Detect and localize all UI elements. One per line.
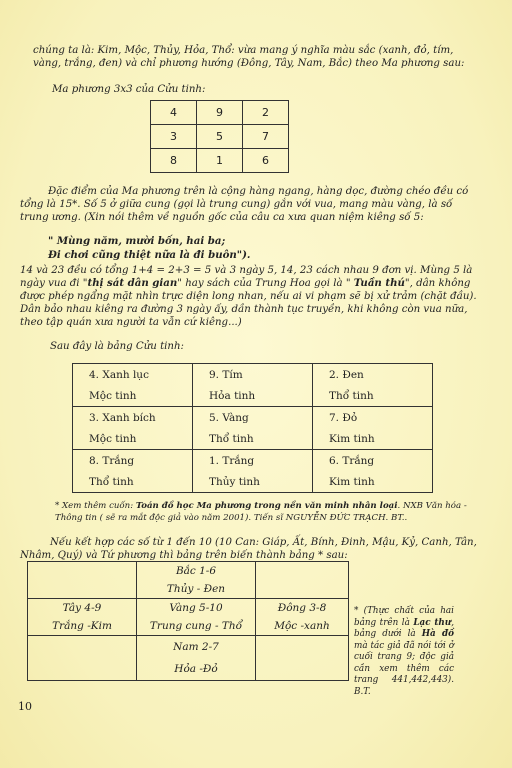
para-1: chúng ta là: Kim, Mộc, Thủy, Hỏa, Thổ: vừa mang ý nghĩa màu sắc (xanh, đỏ, tím, vàng, trắng, đen) và chỉ phương hướng (Đông, Tây, Nam, Bắc) theo Ma phương sau:	[33, 45, 465, 69]
ha-do-cell: Thủy - Đen	[137, 580, 256, 599]
magic-square-cell: 7	[243, 125, 289, 149]
nine-stars-cell: 7. Đỏ	[313, 407, 433, 429]
ha-do-cell	[256, 562, 349, 581]
para-3-e: ", dân không được phép ngẩng mặt nhìn trực diện long nhan, nếu ai vi phạm sẽ bị xử trảm (chặt đầu). Dân bảo nhau kiêng ra đường 3 ngày ấy, dần thành tục truyền, khi không còn vua nữa, theo tập quán xưa người ta vẫn cứ kiêng...)	[20, 278, 477, 328]
para-3-d: Tuần thú	[353, 277, 405, 289]
page-number: 10	[18, 700, 32, 713]
side-note-c: , bảng dưới là	[354, 617, 454, 639]
magic-square-cell: 8	[151, 149, 197, 173]
side-note-b: Lạc thư	[413, 617, 452, 628]
nine-stars-cell: Kim tinh	[313, 428, 433, 450]
footnote-1-b: Toán đồ học Ma phương trong nền văn minh nhân loại	[135, 501, 398, 511]
side-note	[354, 606, 454, 698]
ha-do-cell: Tây 4-9	[28, 599, 137, 618]
ha-do-cell	[28, 562, 137, 581]
nine-stars-cell: Thổ tinh	[193, 428, 313, 450]
footnote-1-a: * Xem thêm cuốn:	[55, 501, 136, 511]
magic-square-table	[150, 100, 289, 173]
para-3	[20, 264, 480, 329]
nine-stars-cell: Mộc tinh	[73, 428, 193, 450]
ha-do-cell: Trắng -Kim	[28, 617, 137, 636]
nine-stars-cell: Thổ tinh	[313, 385, 433, 407]
ha-do-cell: Vàng 5-10	[137, 599, 256, 618]
magic-square-cell: 1	[197, 149, 243, 173]
para-4: Nếu kết hợp các số từ 1 đến 10 (10 Can: Giáp, Ất, Bính, Đinh, Mậu, Kỷ, Canh, Tân, Nhâm, Quý) và Tứ phương thì bảng trên biến thành bảng * sau:	[20, 537, 477, 561]
ha-do-cell	[28, 658, 137, 681]
magic-square-cell: 2	[243, 101, 289, 125]
ha-do-cell	[256, 636, 349, 659]
ha-do-cell	[28, 580, 137, 599]
nine-stars-cell: 8. Trắng	[73, 450, 193, 472]
side-note-d: Hà đồ	[421, 629, 454, 639]
nine-stars-cell: 9. Tím	[193, 364, 313, 386]
ha-do-cell	[256, 658, 349, 681]
ha-do-cell: Đông 3-8	[256, 599, 349, 618]
nine-stars-cell: 2. Đen	[313, 364, 433, 386]
magic-square-caption: Ma phương 3x3 của Cửu tinh:	[52, 84, 206, 95]
nine-stars-cell: Thổ tinh	[73, 471, 193, 493]
ha-do-cell: Hỏa -Đỏ	[137, 658, 256, 681]
nine-stars-caption: Sau đây là bảng Cửu tinh:	[50, 341, 184, 352]
nine-stars-cell: Hỏa tinh	[193, 385, 313, 407]
magic-square-cell: 3	[151, 125, 197, 149]
para-3-a: 14 và 23 đều có tổng 1+4 = 2+3 = 5 và 3 ngày 5, 14, 23 cách nhau 9 đơn vị. Mùng 5 là ngày vua đi "	[20, 265, 473, 289]
magic-square-cell: 4	[151, 101, 197, 125]
nine-stars-cell: Mộc tinh	[73, 385, 193, 407]
verse-line-1: " Mùng năm, mười bốn, hai ba;	[48, 235, 226, 247]
ha-do-cell: Nam 2-7	[137, 636, 256, 659]
ha-do-cell	[28, 636, 137, 659]
para-2: Đặc điểm của Ma phương trên là cộng hàng ngang, hàng dọc, đường chéo đều có tổng là 15*. Số 5 ở giữa cung (gọi là trung cung) gắn với vua, mang màu vàng, là số trung ương. (Xin nói thêm về nguồn gốc của câu ca xưa quan niệm kiêng số 5:	[20, 186, 469, 223]
nine-stars-cell: 6. Trắng	[313, 450, 433, 472]
footnote-1-c: . NXB Văn hóa - Thông tin ( sẽ ra mắt độc giả vào năm 2001). Tiến sĩ NGUYỄN ĐỨC TRẠCH. BT..	[55, 501, 467, 523]
nine-stars-cell: Thủy tinh	[193, 471, 313, 493]
side-note-e: mà tác giả đã nói tới ở cuối trang 9; độc giả cần xem thêm các trang 441,442,443). B.T.	[354, 640, 454, 697]
para-3-c: " hay sách của Trung Hoa gọi là "	[177, 278, 354, 289]
ha-do-cell: Bắc 1-6	[137, 562, 256, 581]
nine-stars-cell: 5. Vàng	[193, 407, 313, 429]
ha-do-cell: Trung cung - Thổ	[137, 617, 256, 636]
ha-do-cell: Mộc -xanh	[256, 617, 349, 636]
ha-do-table	[27, 561, 349, 681]
magic-square-cell: 9	[197, 101, 243, 125]
side-note-a: * (Thực chất của hai bảng trên là	[354, 606, 454, 628]
para-3-b: thị sát dân gian	[87, 277, 178, 289]
magic-square-cell: 5	[197, 125, 243, 149]
verse-line-2: Đi chơi cũng thiệt nữa là đi buôn").	[48, 249, 251, 261]
nine-stars-cell: 1. Trắng	[193, 450, 313, 472]
ha-do-cell	[256, 580, 349, 599]
nine-stars-cell: 4. Xanh lục	[73, 364, 193, 386]
footnote-1	[55, 500, 485, 524]
magic-square-cell: 6	[243, 149, 289, 173]
nine-stars-cell: Kim tinh	[313, 471, 433, 493]
nine-stars-cell: 3. Xanh bích	[73, 407, 193, 429]
nine-stars-table	[72, 363, 433, 493]
